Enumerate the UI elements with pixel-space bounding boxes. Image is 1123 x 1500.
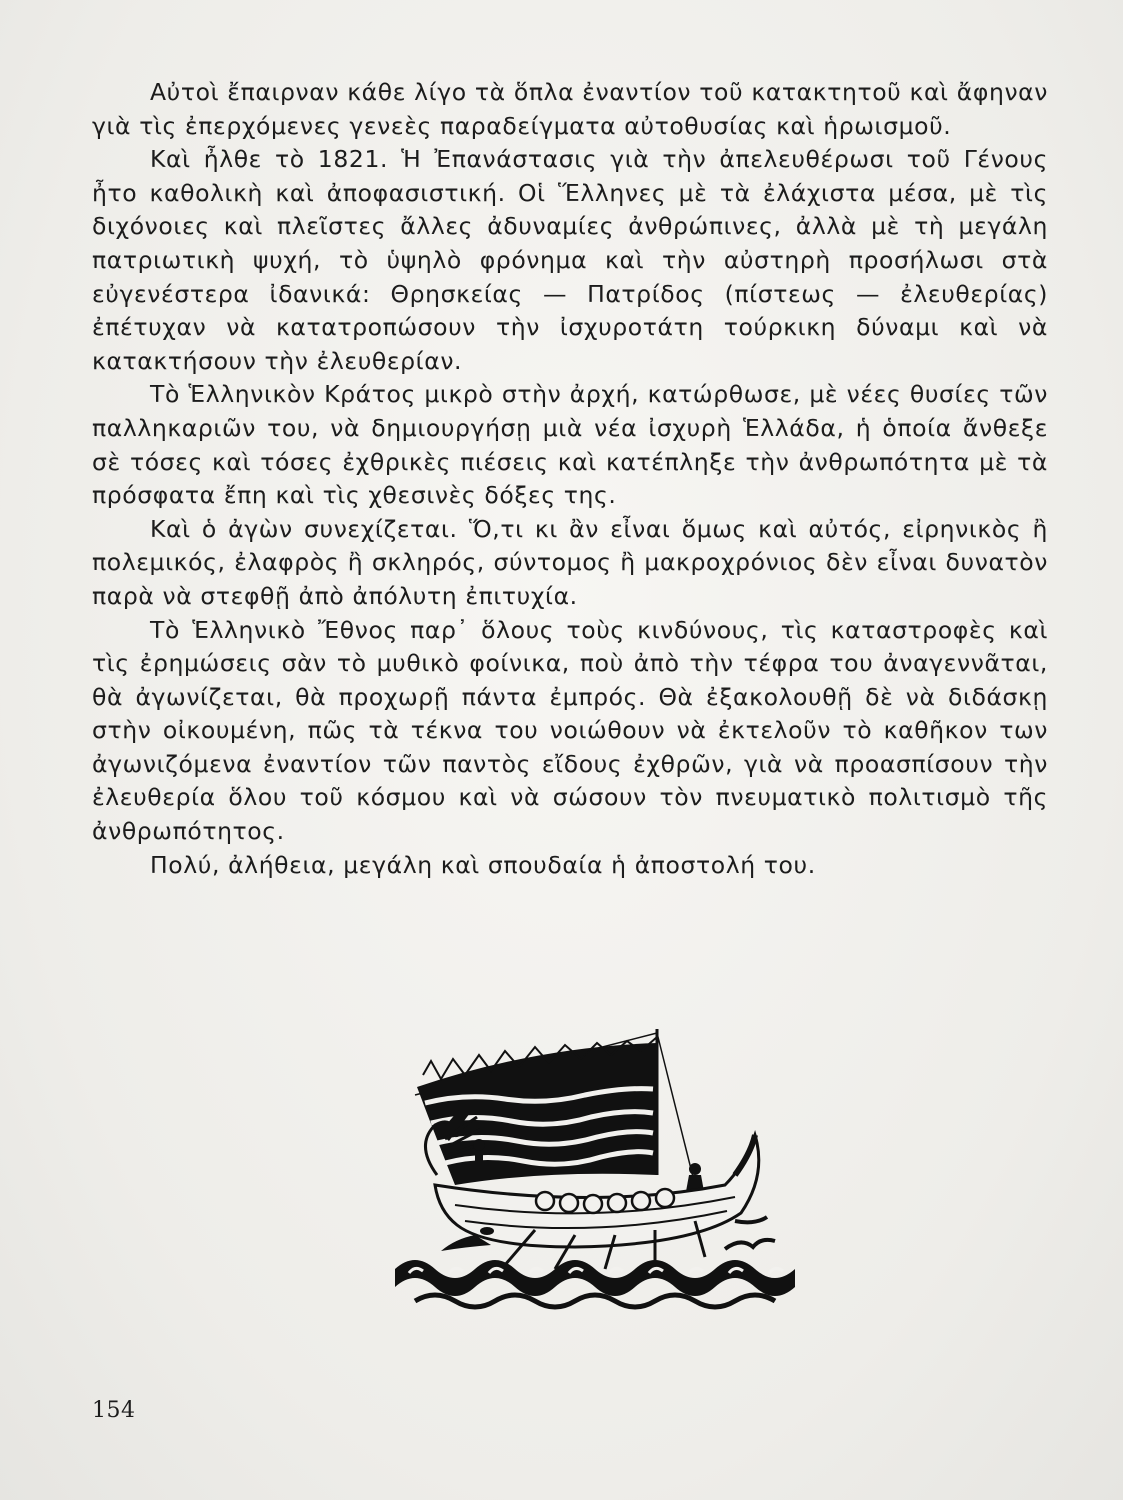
paragraph-4: Καὶ ὁ ἀγὼν συνεχίζεται. Ὅ,τι κι ἂν εἶναι ὅμως καὶ αὐτός, εἰρηνικὸς ἢ πολεμικός, ἐλαφρὸς ἢ σκληρός, σύντομος ἢ μακροχρόνιος δὲν εἶναι δυνατὸν παρὰ νὰ στεφθῇ ἀπὸ ἀπόλυτη ἐπιτυχία. (92, 514, 1048, 610)
ship-drawing (395, 1025, 795, 1315)
paragraph-1: Αὐτοὶ ἔπαιρναν κάθε λίγο τὰ ὅπλα ἐναντίον τοῦ κατακτητοῦ καὶ ἄφηναν γιὰ τὶς ἐπερχόμενες γενεὲς παραδείγματα αὐτοθυσίας καὶ ἡρωισμοῦ. (92, 78, 1048, 140)
paragraph-5: Τὸ Ἑλληνικὸ Ἔθνος παρ᾽ ὅλους τοὺς κινδύνους, τὶς καταστροφὲς καὶ τὶς ἐρημώσεις σὰν τὸ μυθικὸ φοίνικα, ποὺ ἀπὸ τὴν τέφρα του ἀναγεννᾶται, θὰ ἀγωνίζεται, θὰ προχωρῇ πάντα ἐμπρός. Θὰ ἐξακολουθῇ δὲ νὰ διδάσκῃ στὴν οἰκουμένη, πῶς τὰ τέκνα του νοιώθουν νὰ ἐκτελοῦν τὸ καθῆκον των ἀγωνιζόμενα ἐναντίον τῶν παντὸς εἴδους ἐχθρῶν, γιὰ νὰ προασπίσουν τὴν ἐλευθερία ὅλου τοῦ κόσμου καὶ νὰ σώσουν τὸν πνευματικὸ πολιτισμὸ τῆς ἀνθρωπότητος. (92, 615, 1048, 846)
sail (417, 1037, 657, 1185)
ancient-ship-illustration (395, 1025, 795, 1315)
paragraph-2: Καὶ ἦλθε τὸ 1821. Ἡ Ἐπανάστασις γιὰ τὴν ἀπελευθέρωσι τοῦ Γένους ἦτο καθολικὴ καὶ ἀποφασιστική. Οἱ Ἕλληνες μὲ τὰ ἐλάχιστα μέσα, μὲ τὶς διχόνοιες καὶ πλεῖστες ἄλλες ἀδυναμίες ἀνθρώπινες, ἀλλὰ μὲ τὴ μεγάλη πατριωτικὴ ψυχή, τὸ ὑψηλὸ φρόνημα καὶ τὴν αὐστηρὴ προσήλωσι στὰ εὐγενέστερα ἰδανικά: Θρησκείας — Πατρίδος (πίστεως — ἐλευθερίας) ἐπέτυχαν νὰ κατατροπώσουν τὴν ἰσχυροτάτη τούρκικη δύναμι καὶ νὰ κατακτήσουν τὴν ἐλευθερίαν. (92, 145, 1048, 375)
paragraph-3: Τὸ Ἑλληνικὸν Κράτος μικρὸ στὴν ἀρχή, κατώρθωσε, μὲ νέες θυσίες τῶν παλληκαριῶν του, νὰ δημιουργήσῃ μιὰ νέα ἰσχυρὴ Ἑλλάδα, ἡ ὁποία ἄνθεξε σὲ τόσες καὶ τόσες ἐχθρικὲς πιέσεις καὶ κατέπληξε τὴν ἀνθρωπότητα μὲ τὰ πρόσφατα ἔπη καὶ τὶς χθεσινὲς δόξες της. (92, 380, 1048, 510)
body-text (92, 76, 1048, 882)
rigging-line (657, 1033, 695, 1185)
page-number: 154 (92, 1398, 136, 1423)
sea-waves (395, 1240, 795, 1307)
paragraph-6: Πολύ, ἀλήθεια, μεγάλη καὶ σπουδαία ἡ ἀποστολή του. (150, 850, 816, 879)
